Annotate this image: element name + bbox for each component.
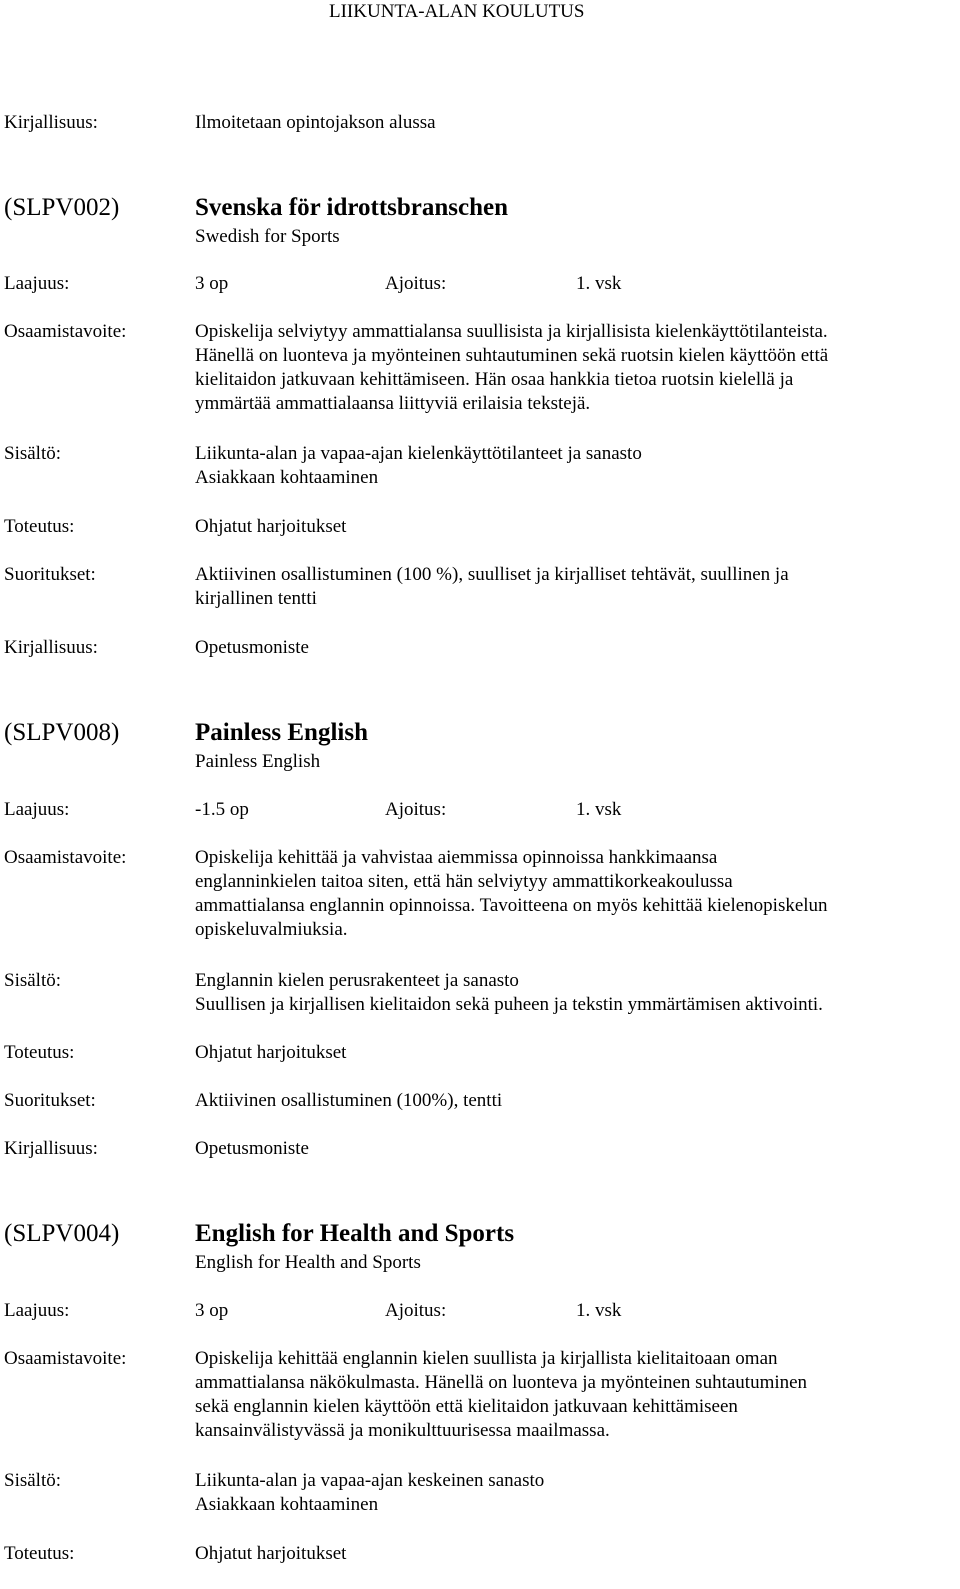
text-line: englanninkielen taitoa siten, että hän selviytyy ammattikorkeakoulussa xyxy=(195,871,733,892)
text-line: Asiakkaan kohtaaminen xyxy=(195,1494,379,1515)
toteutus-label: Toteutus: xyxy=(4,516,75,537)
laajuus-value: 3 op xyxy=(195,273,229,294)
text-line: Opiskelija selviytyy ammattialansa suullisista ja kirjallisista kielenkäyttötilanteista. xyxy=(195,321,828,342)
text-line: opiskeluvalmiuksia. xyxy=(195,919,348,940)
text-line: kirjallinen tentti xyxy=(195,588,317,609)
course-code: (SLPV004) xyxy=(4,1220,120,1247)
course-title: Svenska för idrottsbranschen xyxy=(195,194,509,221)
toteutus-value: Ohjatut harjoitukset xyxy=(195,516,347,537)
osaamistavoite-text xyxy=(195,320,828,416)
laajuus-label: Laajuus: xyxy=(4,273,70,294)
ajoitus-value: 1. vsk xyxy=(576,799,622,820)
ajoitus-value: 1. vsk xyxy=(576,273,622,294)
toteutus-label: Toteutus: xyxy=(4,1543,75,1564)
osaamistavoite-label: Osaamistavoite: xyxy=(4,1348,127,1369)
suoritukset-label: Suoritukset: xyxy=(4,564,96,585)
laajuus-value: -1.5 op xyxy=(195,799,249,820)
text-line: Opiskelija kehittää englannin kielen suullista ja kirjallista kielitaitoaan oman xyxy=(195,1348,778,1369)
ajoitus-label: Ajoitus: xyxy=(385,1300,447,1321)
ajoitus-label: Ajoitus: xyxy=(385,273,447,294)
text-line: Hänellä on luonteva ja myönteinen suhtautuminen sekä ruotsin kielen käyttöön että xyxy=(195,345,829,366)
suoritukset-text xyxy=(195,563,789,611)
kirjallisuus-label: Kirjallisuus: xyxy=(4,1138,98,1159)
sisalto-text xyxy=(195,1469,544,1517)
course-subtitle: English for Health and Sports xyxy=(195,1252,421,1273)
kirjallisuus-label: Kirjallisuus: xyxy=(4,637,98,658)
sisalto-label: Sisältö: xyxy=(4,443,62,464)
suoritukset-value: Aktiivinen osallistuminen (100%), tentti xyxy=(195,1090,503,1111)
text-line: Englannin kielen perusrakenteet ja sanasto xyxy=(195,970,519,991)
course-title: Painless English xyxy=(195,719,368,746)
text-line: Opiskelija kehittää ja vahvistaa aiemmissa opinnoissa hankkimaansa xyxy=(195,847,718,868)
text-line: sekä englannin kielen käyttöön että kielitaidon jatkuvaan kehittämiseen xyxy=(195,1396,738,1417)
toteutus-value: Ohjatut harjoitukset xyxy=(195,1042,347,1063)
page-header: LIIKUNTA-ALAN KOULUTUS xyxy=(329,1,585,22)
suoritukset-label: Suoritukset: xyxy=(4,1090,96,1111)
laajuus-label: Laajuus: xyxy=(4,799,70,820)
toteutus-value: Ohjatut harjoitukset xyxy=(195,1543,347,1564)
text-line: ammattialansa englannin opinnoissa. Tavoitteena on myös kehittää kielenopiskelun xyxy=(195,895,828,916)
text-line: Asiakkaan kohtaaminen xyxy=(195,467,379,488)
text-line: Liikunta-alan ja vapaa-ajan kielenkäyttötilanteet ja sanasto xyxy=(195,443,642,464)
course-title: English for Health and Sports xyxy=(195,1220,515,1247)
text-line: Suullisen ja kirjallisen kielitaidon sekä puheen ja tekstin ymmärtämisen aktivointi. xyxy=(195,994,823,1015)
toteutus-label: Toteutus: xyxy=(4,1042,75,1063)
sisalto-label: Sisältö: xyxy=(4,970,62,991)
text-line: kansainvälistyvässä ja monikulttuurisessa maailmassa. xyxy=(195,1420,610,1441)
course-code: (SLPV002) xyxy=(4,194,120,221)
course-subtitle: Painless English xyxy=(195,751,321,772)
laajuus-label: Laajuus: xyxy=(4,1300,70,1321)
text-line: Liikunta-alan ja vapaa-ajan keskeinen sanasto xyxy=(195,1470,545,1491)
course-subtitle: Swedish for Sports xyxy=(195,226,340,247)
text-line: ymmärtää ammattialaansa liittyviä erilaisia tekstejä. xyxy=(195,393,591,414)
osaamistavoite-label: Osaamistavoite: xyxy=(4,847,127,868)
text-line: ammattialansa näkökulmasta. Hänellä on luonteva ja myönteinen suhtautuminen xyxy=(195,1372,808,1393)
intro-kirjallisuus-label: Kirjallisuus: xyxy=(4,112,98,133)
ajoitus-label: Ajoitus: xyxy=(385,799,447,820)
laajuus-value: 3 op xyxy=(195,1300,229,1321)
ajoitus-value: 1. vsk xyxy=(576,1300,622,1321)
osaamistavoite-label: Osaamistavoite: xyxy=(4,321,127,342)
kirjallisuus-value: Opetusmoniste xyxy=(195,1138,309,1159)
course-code: (SLPV008) xyxy=(4,719,120,746)
osaamistavoite-text xyxy=(195,846,828,942)
sisalto-text xyxy=(195,969,823,1017)
text-line: kielitaidon jatkuvaan kehittämiseen. Hän osaa hankkia tietoa ruotsin kielellä ja xyxy=(195,369,794,390)
intro-kirjallisuus-value: Ilmoitetaan opintojakson alussa xyxy=(195,112,436,133)
sisalto-label: Sisältö: xyxy=(4,1470,62,1491)
kirjallisuus-value: Opetusmoniste xyxy=(195,637,309,658)
text-line: Aktiivinen osallistuminen (100 %), suulliset ja kirjalliset tehtävät, suullinen ja xyxy=(195,564,789,585)
osaamistavoite-text xyxy=(195,1347,807,1443)
sisalto-text xyxy=(195,442,642,490)
